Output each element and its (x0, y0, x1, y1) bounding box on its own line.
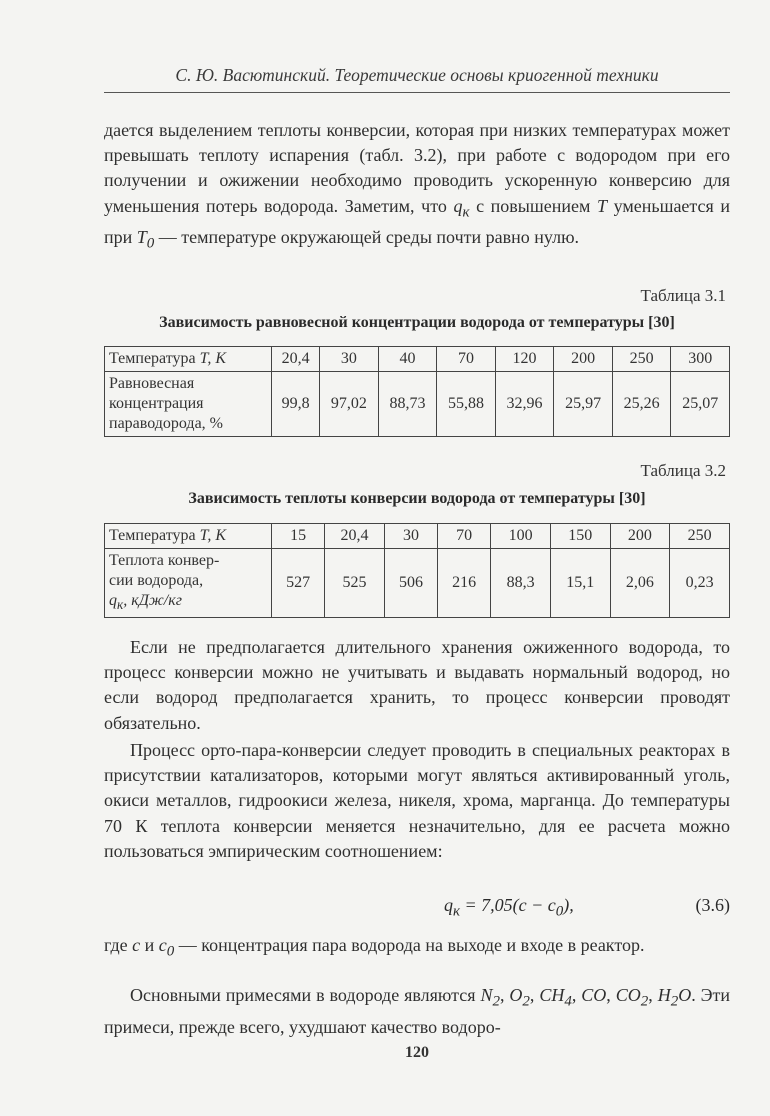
paragraph-3: Процесс орто-пара-конверсии следует проводить в специальных реакторах в присутствии катализаторов, которыми могут являться активированный уголь, окиси металлов, гидроокиси железа, никеля, хрома, марганца. До температуры 70 К теплота конверсии меняется незначительно, для ее расчета можно пользоваться эмпирическим соотношением: (104, 740, 730, 861)
table-cell: 70 (438, 524, 491, 549)
table-cell: 88,3 (491, 549, 551, 618)
table-cell: 40 (378, 347, 437, 372)
table-cell: 70 (437, 347, 496, 372)
var-T0: $T_0$ (136, 227, 155, 252)
table-cell: 30 (320, 347, 379, 372)
header-rule (104, 92, 730, 93)
table-2-temp-label: Температура T, K (105, 524, 272, 549)
table-row (105, 347, 730, 372)
table-cell: 25,07 (671, 372, 730, 437)
running-header: С. Ю. Васютинский. Теоретические основы криогенной техники (175, 65, 659, 85)
table-row (105, 524, 730, 549)
table-1-conc-label: Равновесная концентрация параводорода, % (105, 372, 272, 437)
equation-number: (3.6) (695, 895, 730, 915)
table-cell: 0,23 (670, 549, 730, 618)
table-cell: 32,96 (495, 372, 554, 437)
formula-expression: $q_к = 7,05(c - c_0)$, (444, 895, 574, 920)
table-cell: 200 (554, 347, 613, 372)
table-cell: 20,4 (325, 524, 385, 549)
table-cell: 2,06 (610, 549, 670, 618)
table-2-title: Зависимость теплоты конверсии водорода от температуры [30] (188, 490, 646, 507)
table-row (105, 549, 730, 618)
table-cell: 250 (612, 347, 671, 372)
table-cell: 55,88 (437, 372, 496, 437)
table-cell: 25,26 (612, 372, 671, 437)
table-1-temp-label: Температура T, K (105, 347, 272, 372)
table-cell: 525 (325, 549, 385, 618)
var-T: T (596, 195, 607, 216)
table-cell: 20,4 (272, 347, 320, 372)
table-2-heat-label: Теплота конвер- сии водорода, $q_к$, кДж/кг (105, 549, 272, 618)
table-cell: 100 (491, 524, 551, 549)
table-cell: 88,73 (378, 372, 437, 437)
table-cell: 25,97 (554, 372, 613, 437)
table-cell: 99,8 (272, 372, 320, 437)
table-cell: 216 (438, 549, 491, 618)
table-cell: 97,02 (320, 372, 379, 437)
var-q: $q_к$ (453, 195, 470, 221)
table-1-number: Таблица 3.1 (640, 286, 726, 305)
paragraph-5: Основными примесями в водороде являются $N_2$, $O_2$, $CH_4$, CO, $CO_2$, $H_2O$. Эти примеси, прежде всего, ухудшают качество водоро- (104, 985, 731, 1037)
table-cell: 527 (272, 549, 325, 618)
formula-3-6 (104, 895, 730, 923)
page-number: 120 (405, 1044, 429, 1061)
table-cell: 15 (272, 524, 325, 549)
table-cell: 30 (384, 524, 437, 549)
table-cell: 506 (384, 549, 437, 618)
table-cell: 200 (610, 524, 670, 549)
table-cell: 120 (495, 347, 554, 372)
table-cell: 250 (670, 524, 730, 549)
table-2-number: Таблица 3.2 (640, 461, 726, 480)
paragraph-2: Если не предполагается длительного хранения ожиженного водорода, то процесс конверсии можно не учитывать и выдавать нормальный водород, но если водород предполагается хранить, то процесс конверсии проводят обязательно. (104, 637, 730, 733)
table-1 (104, 346, 730, 437)
table-cell: 15,1 (550, 549, 610, 618)
paragraph-4: где c и $c_0$ — концентрация пара водорода на выходе и входе в реактор. (104, 935, 645, 960)
table-row (105, 372, 730, 437)
table-cell: 150 (550, 524, 610, 549)
table-2 (104, 523, 730, 618)
table-1-title: Зависимость равновесной концентрации водорода от температуры [30] (159, 314, 675, 331)
table-cell: 300 (671, 347, 730, 372)
paragraph-1: дается выделением теплоты конверсии, которая при низких температурах может превышать теплоту испарения (табл. 3.2), при работе с водородом при его получении и ожижении необходимо проводить ускоренную конверсию для уменьшения потерь водорода. Заметим, что $q_к$ с повышением T уменьшается и при $T_0$ — температуре окружающей среды почти равно нулю. (104, 120, 731, 252)
